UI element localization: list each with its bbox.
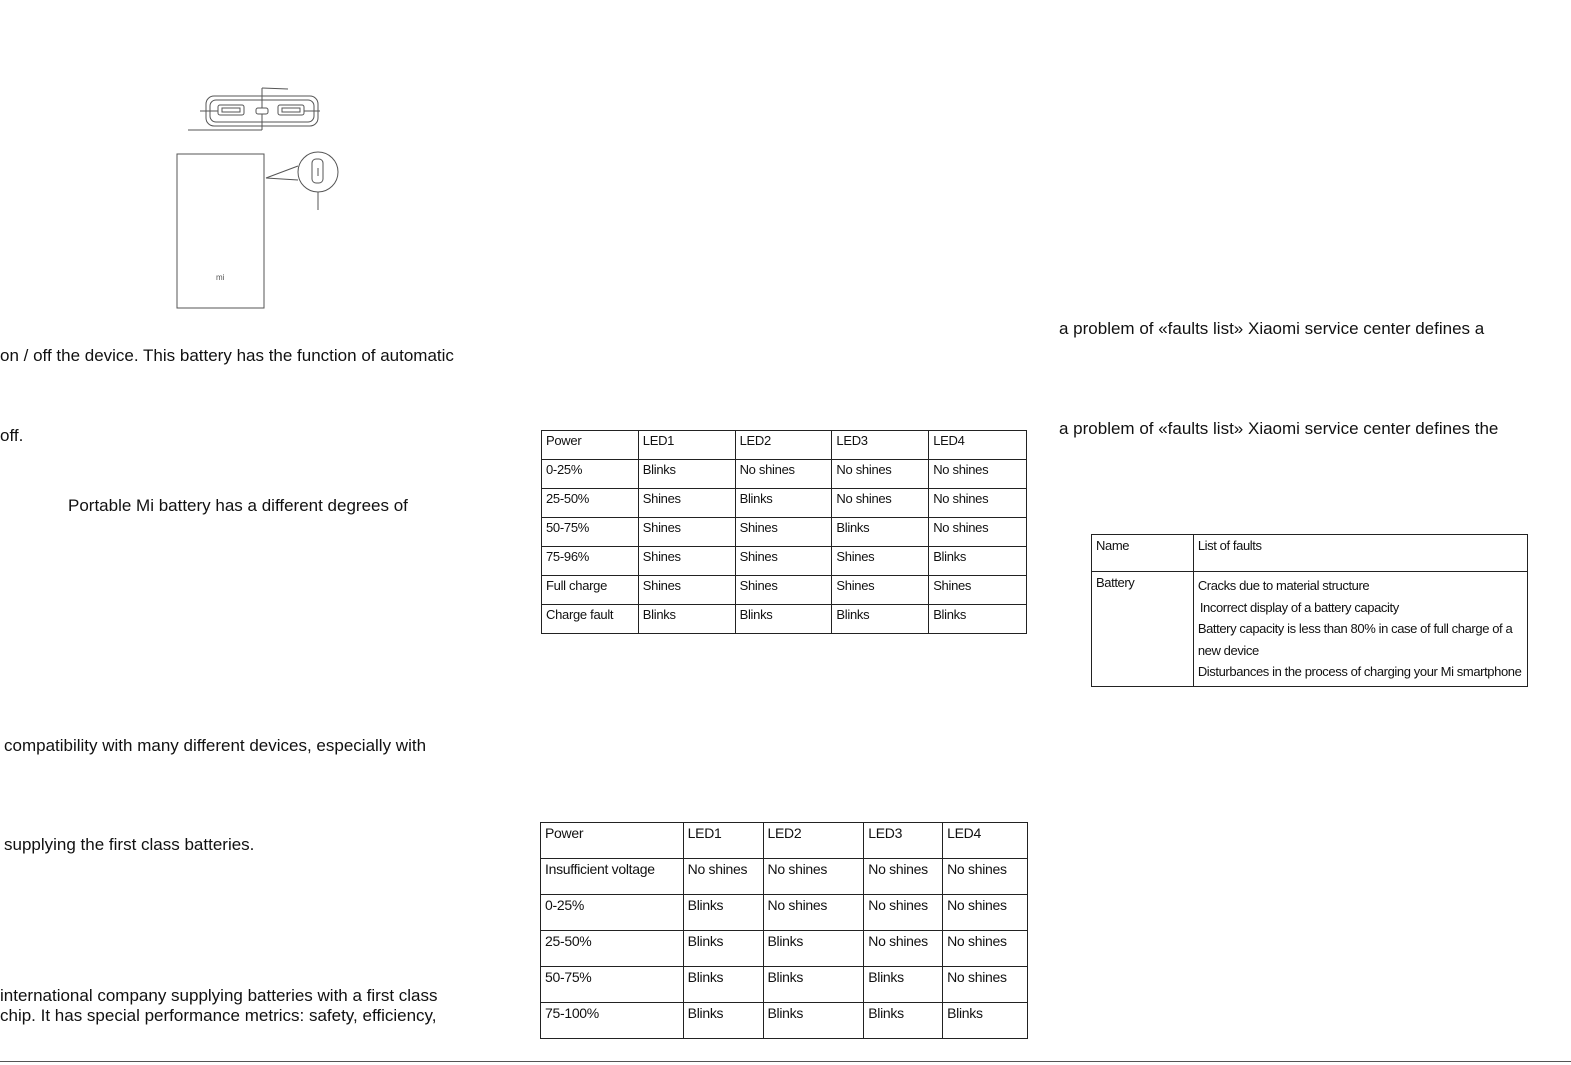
text-line-4: compatibility with many different devices, especially with bbox=[4, 736, 427, 755]
faults-table bbox=[1091, 534, 1528, 687]
header-cell: LED4 bbox=[943, 823, 1028, 859]
table-cell: Blinks bbox=[929, 547, 1027, 576]
table-cell: No shines bbox=[864, 859, 943, 895]
table-cell: Shines bbox=[735, 576, 832, 605]
faults-text-line-2: a problem of «faults list» Xiaomi service center defines the bbox=[1059, 419, 1499, 438]
table-cell: Blinks bbox=[864, 1003, 943, 1039]
table-cell: No shines bbox=[943, 859, 1028, 895]
table-row bbox=[542, 576, 1027, 605]
table-cell: No shines bbox=[832, 489, 929, 518]
table-cell: Blinks bbox=[683, 967, 763, 1003]
table-cell: No shines bbox=[943, 895, 1028, 931]
text-line-2: off. bbox=[0, 426, 24, 445]
power-bank-illustration bbox=[170, 80, 350, 312]
table-cell: No shines bbox=[832, 460, 929, 489]
table-cell: Blinks bbox=[929, 605, 1027, 634]
fault-item: Cracks due to material structure bbox=[1197, 578, 1370, 593]
table-cell: Shines bbox=[929, 576, 1027, 605]
table-cell: No shines bbox=[763, 895, 864, 931]
header-cell: Power bbox=[541, 823, 684, 859]
text-line-1: on / off the device. This battery has the function of automatic bbox=[0, 346, 454, 365]
header-cell: LED1 bbox=[638, 431, 735, 460]
table-cell: 50-75% bbox=[542, 518, 639, 547]
table-cell: Blinks bbox=[763, 1003, 864, 1039]
charge-indicator-table bbox=[541, 430, 1027, 634]
table-row bbox=[542, 547, 1027, 576]
faults-text-line-1: a problem of «faults list» Xiaomi service center defines a bbox=[1059, 319, 1485, 338]
table-header-row bbox=[541, 823, 1028, 859]
table-cell: Shines bbox=[638, 576, 735, 605]
table-cell: No shines bbox=[929, 489, 1027, 518]
table-cell: 75-100% bbox=[541, 1003, 684, 1039]
device-logo: mi bbox=[216, 273, 225, 282]
header-cell: LED2 bbox=[735, 431, 832, 460]
table-cell: Full charge bbox=[542, 576, 639, 605]
table-cell: No shines bbox=[864, 931, 943, 967]
table-header-row bbox=[1092, 535, 1528, 572]
table-cell: Shines bbox=[638, 489, 735, 518]
table-cell: Shines bbox=[638, 547, 735, 576]
table-row bbox=[1092, 572, 1528, 687]
header-cell: List of faults bbox=[1193, 535, 1527, 572]
table-cell: Blinks bbox=[943, 1003, 1028, 1039]
table-cell: Shines bbox=[735, 518, 832, 547]
text-line-5: supplying the first class batteries. bbox=[4, 835, 255, 854]
table-cell: No shines bbox=[943, 967, 1028, 1003]
table-cell: Blinks bbox=[638, 605, 735, 634]
table-cell: Blinks bbox=[735, 489, 832, 518]
table-cell: 50-75% bbox=[541, 967, 684, 1003]
header-cell: Name bbox=[1092, 535, 1194, 572]
table-cell: 0-25% bbox=[541, 895, 684, 931]
table-cell: 75-96% bbox=[542, 547, 639, 576]
table-header-row bbox=[542, 431, 1027, 460]
table-row bbox=[542, 605, 1027, 634]
table-cell: No shines bbox=[929, 460, 1027, 489]
table-row bbox=[542, 460, 1027, 489]
fault-item: Incorrect display of a battery capacity bbox=[1199, 599, 1399, 615]
table-row bbox=[541, 895, 1028, 931]
text-line-7: chip. It has special performance metrics: safety, efficiency, bbox=[0, 1006, 437, 1025]
table-cell: Shines bbox=[832, 547, 929, 576]
page-bottom-rule bbox=[0, 1061, 1571, 1062]
table-cell: Blinks bbox=[864, 967, 943, 1003]
table-cell: Blinks bbox=[832, 605, 929, 634]
table-cell: No shines bbox=[683, 859, 763, 895]
table-cell: No shines bbox=[929, 518, 1027, 547]
text-line-3: Portable Mi battery has a different degrees of bbox=[68, 496, 408, 515]
table-cell: 0-25% bbox=[542, 460, 639, 489]
discharge-indicator-table bbox=[540, 822, 1028, 1039]
table-cell: Blinks bbox=[832, 518, 929, 547]
header-cell: LED1 bbox=[683, 823, 763, 859]
table-cell: Blinks bbox=[763, 967, 864, 1003]
table-cell: Insufficient voltage bbox=[541, 859, 684, 895]
table-cell: No shines bbox=[763, 859, 864, 895]
header-cell: LED2 bbox=[763, 823, 864, 859]
text-line-6: international company supplying batteries with a first class bbox=[0, 986, 438, 1005]
faults-list-cell bbox=[1193, 572, 1527, 687]
table-cell: Blinks bbox=[763, 931, 864, 967]
table-cell: Blinks bbox=[735, 605, 832, 634]
header-cell: LED4 bbox=[929, 431, 1027, 460]
table-cell: Blinks bbox=[683, 895, 763, 931]
table-cell: No shines bbox=[943, 931, 1028, 967]
table-cell: Shines bbox=[832, 576, 929, 605]
table-cell: No shines bbox=[735, 460, 832, 489]
table-row bbox=[542, 518, 1027, 547]
table-cell: Shines bbox=[735, 547, 832, 576]
table-row bbox=[541, 1003, 1028, 1039]
table-row bbox=[541, 859, 1028, 895]
table-row bbox=[542, 489, 1027, 518]
table-cell: Blinks bbox=[683, 1003, 763, 1039]
table-cell: Blinks bbox=[683, 931, 763, 967]
table-cell: Blinks bbox=[638, 460, 735, 489]
table-cell: No shines bbox=[864, 895, 943, 931]
fault-item: Battery capacity is less than 80% in case of full charge of a new device bbox=[1197, 621, 1513, 658]
table-cell: 25-50% bbox=[541, 931, 684, 967]
table-cell: Shines bbox=[638, 518, 735, 547]
fault-item: Disturbances in the process of charging your Mi smartphone bbox=[1197, 664, 1522, 679]
table-cell: 25-50% bbox=[542, 489, 639, 518]
header-cell: Power bbox=[542, 431, 639, 460]
table-row bbox=[541, 931, 1028, 967]
table-row bbox=[541, 967, 1028, 1003]
table-cell: Battery bbox=[1092, 572, 1194, 687]
table-cell: Charge fault bbox=[542, 605, 639, 634]
header-cell: LED3 bbox=[832, 431, 929, 460]
header-cell: LED3 bbox=[864, 823, 943, 859]
